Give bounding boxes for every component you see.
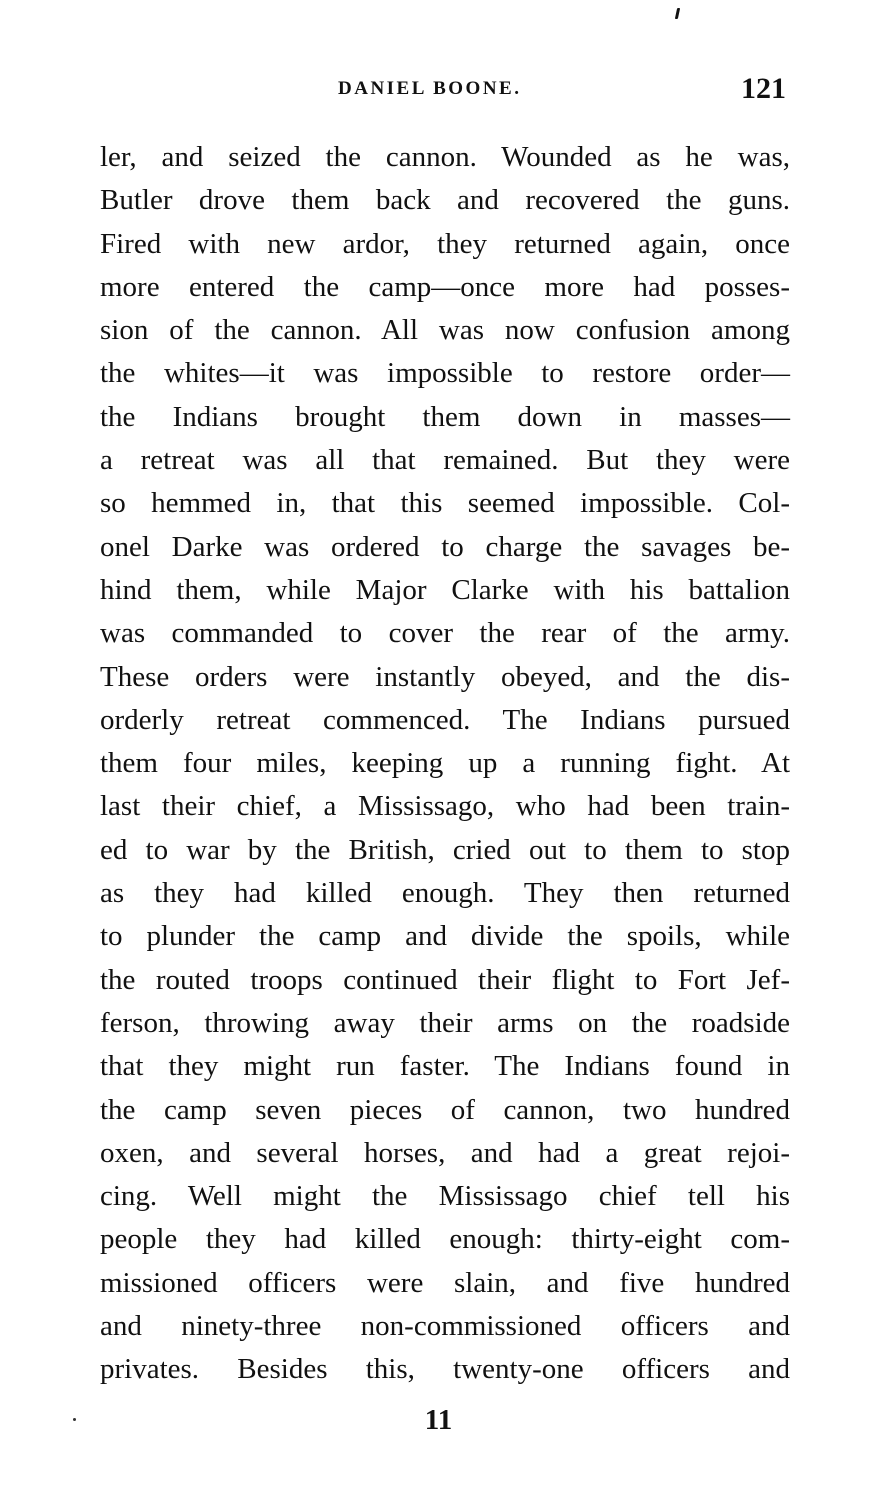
running-head-title: DANIEL BOONE. — [338, 78, 522, 99]
text-line: a retreat was all that remained. But they were — [100, 444, 790, 477]
text-line: ed to war by the British, cried out to them to stop — [100, 833, 790, 866]
text-line: the camp seven pieces of cannon, two hundred — [100, 1093, 790, 1126]
text-line: more entered the camp—once more had posses- — [100, 270, 790, 303]
text-line: was commanded to cover the rear of the army. — [100, 617, 790, 650]
text-line: the whites—it was impossible to restore order— — [100, 357, 790, 390]
text-line: cing. Well might the Mississago chief tell his — [100, 1180, 790, 1213]
text-line: hind them, while Major Clarke with his battalion — [100, 573, 790, 606]
text-line: the routed troops continued their flight to Fort Jef- — [100, 963, 790, 996]
text-line: that they might run faster. The Indians found in — [100, 1050, 790, 1083]
text-line: sion of the cannon. All was now confusion among — [100, 314, 790, 347]
running-head — [100, 72, 790, 112]
text-line: to plunder the camp and divide the spoils, while — [100, 920, 790, 953]
text-line: as they had killed enough. They then returned — [100, 877, 790, 910]
text-line: them four miles, keeping up a running fight. At — [100, 747, 790, 780]
text-line: last their chief, a Mississago, who had been train- — [100, 790, 790, 823]
text-line: privates. Besides this, twenty-one officers and — [100, 1353, 790, 1386]
ink-dot — [73, 1418, 76, 1421]
text-line: oxen, and several horses, and had a great rejoi- — [100, 1136, 790, 1169]
text-line: so hemmed in, that this seemed impossible. Col- — [100, 487, 790, 520]
text-line: Fired with new ardor, they returned again, once — [100, 227, 790, 260]
text-line: orderly retreat commenced. The Indians pursued — [100, 703, 790, 736]
text-line: Butler drove them back and recovered the guns. — [100, 184, 790, 217]
ink-speck — [675, 8, 680, 19]
body-text — [100, 136, 790, 1392]
text-line: These orders were instantly obeyed, and the dis- — [100, 660, 790, 693]
page-number: 121 — [741, 72, 786, 105]
signature-mark: 11 — [424, 1404, 453, 1436]
text-line: and ninety-three non-commissioned officers and — [100, 1310, 790, 1343]
text-line: ferson, throwing away their arms on the roadside — [100, 1006, 790, 1039]
text-line: missioned officers were slain, and five hundred — [100, 1266, 790, 1299]
text-line: ler, and seized the cannon. Wounded as he was, — [100, 141, 790, 173]
text-line: the Indians brought them down in masses— — [100, 400, 790, 433]
text-line: people they had killed enough: thirty-eight com- — [100, 1223, 790, 1256]
text-line: onel Darke was ordered to charge the savages be- — [100, 530, 790, 563]
